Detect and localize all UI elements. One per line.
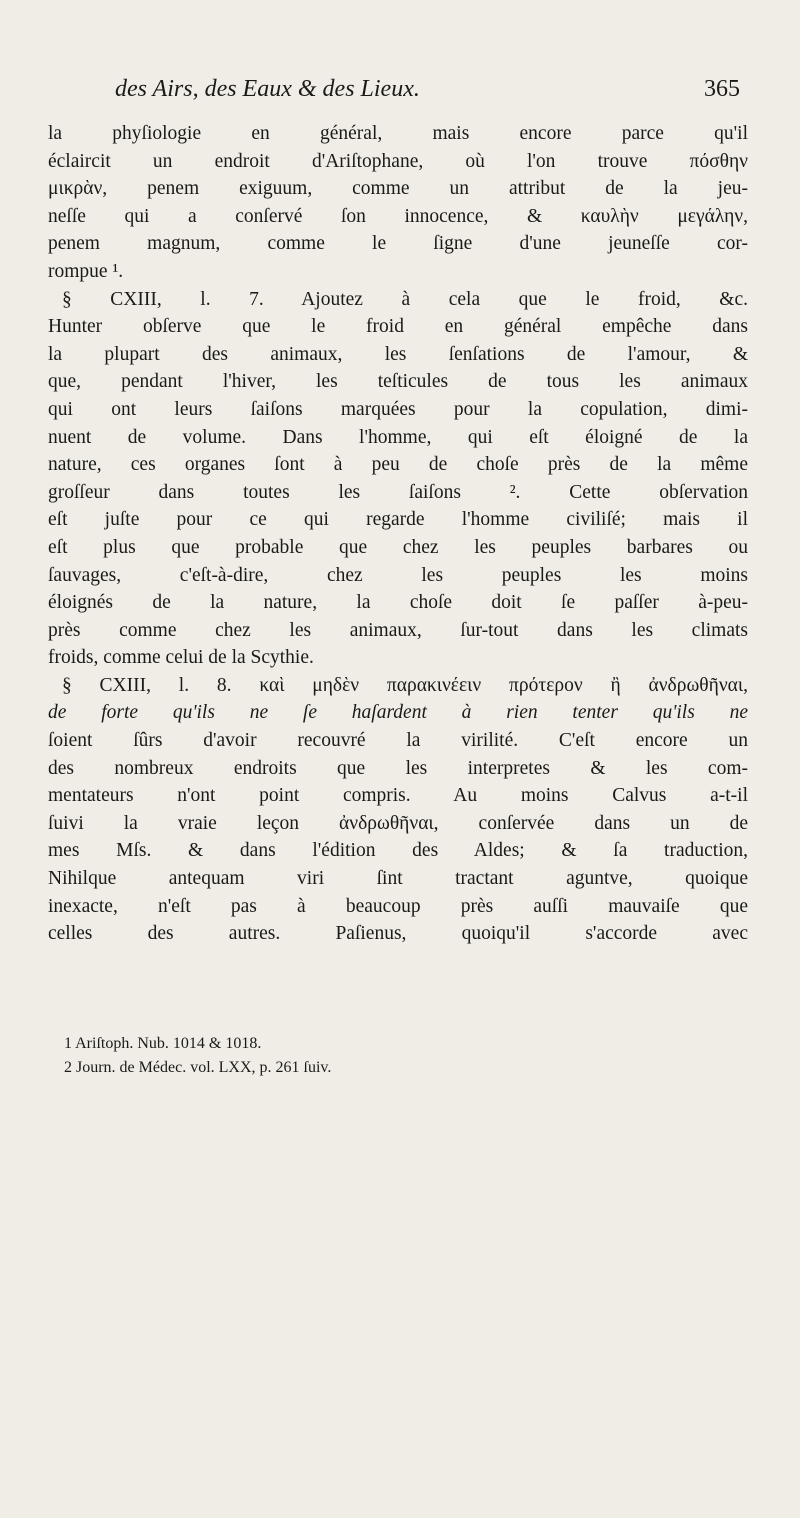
text-line: éloignés de la nature, la choſe doit ſe paſſer à-peu- xyxy=(48,592,748,614)
text-line: § CXIII, l. 8. καὶ μηδὲν παρακινέειν πρότερον ἢ ἀνδρωθῆναι, xyxy=(62,674,748,696)
text-line: ſauvages, c'eſt-à-dire, chez les peuples les moins xyxy=(48,564,748,586)
text-line: μικρὰν, penem exiguum, comme un attribut de la jeu- xyxy=(48,178,748,200)
text-line: mentateurs n'ont point compris. Au moins Calvus a-t-il xyxy=(48,785,748,807)
text-line: rompue ¹. xyxy=(48,260,124,282)
text-line: des nombreux endroits que les interpretes & les com- xyxy=(48,757,748,779)
text-line: celles des autres. Paſienus, quoiqu'il s'accorde avec xyxy=(48,923,748,945)
footnotes xyxy=(64,1032,764,1080)
paragraph-1 xyxy=(48,120,748,286)
text-line: qui ont leurs ſaiſons marquées pour la copulation, dimi- xyxy=(48,398,748,420)
text-line: ſoient ſûrs d'avoir recouvré la virilité. C'eſt encore un xyxy=(48,730,748,752)
page-header xyxy=(115,76,740,112)
text-line: eſt plus que probable que chez les peuples barbares ou xyxy=(48,536,748,558)
text-line: Hunter obſerve que le froid en général empêche dans xyxy=(48,316,748,338)
text-line: la plupart des animaux, les ſenſations de l'amour, & xyxy=(48,343,748,365)
paragraph-2 xyxy=(48,286,748,672)
text-line: inexacte, n'eſt pas à beaucoup près auſſi mauvaiſe que xyxy=(48,895,748,917)
text-line: nature, ces organes ſont à peu de choſe près de la même xyxy=(48,454,748,476)
text-line: groſſeur dans toutes les ſaiſons ². Cette obſervation xyxy=(48,481,748,503)
footnote-1: 1 Ariſtoph. Nub. 1014 & 1018. xyxy=(64,1035,262,1052)
paragraph-3 xyxy=(48,672,748,948)
text-line: que, pendant l'hiver, les teſticules de tous les animaux xyxy=(48,371,748,393)
text-line: ſuivi la vraie leçon ἀνδρωθῆναι, conſervée dans un de xyxy=(48,812,748,834)
page-body xyxy=(48,120,748,948)
page-number: 365 xyxy=(704,76,740,102)
text-line: la phyſiologie en général, mais encore parce qu'il xyxy=(48,123,748,144)
text-line: de forte qu'ils ne ſe haſardent à rien tenter qu'ils ne xyxy=(48,702,748,724)
text-line: près comme chez les animaux, ſur-tout dans les climats xyxy=(48,619,748,641)
footnote-2: 2 Journ. de Médec. vol. LXX, p. 261 ſuiv. xyxy=(64,1059,332,1076)
text-line: mes Mſs. & dans l'édition des Aldes; & ſa traduction, xyxy=(48,840,748,862)
text-line: penem magnum, comme le ſigne d'une jeuneſſe cor- xyxy=(48,233,748,255)
text-line: Nihilque antequam viri ſint tractant aguntve, quoique xyxy=(48,868,748,890)
text-line: froids, comme celui de la Scythie. xyxy=(48,647,314,669)
text-line: § CXIII, l. 7. Ajoutez à cela que le froid, &c. xyxy=(62,288,748,310)
text-line: nuent de volume. Dans l'homme, qui eſt éloigné de la xyxy=(48,426,748,448)
text-line: eſt juſte pour ce qui regarde l'homme civiliſé; mais il xyxy=(48,509,748,531)
text-line: éclaircit un endroit d'Ariſtophane, où l'on trouve πόσθην xyxy=(48,150,748,172)
text-line: neſſe qui a conſervé ſon innocence, & καυλὴν μεγάλην, xyxy=(48,205,748,227)
running-title: des Airs, des Eaux & des Lieux. xyxy=(115,76,420,102)
